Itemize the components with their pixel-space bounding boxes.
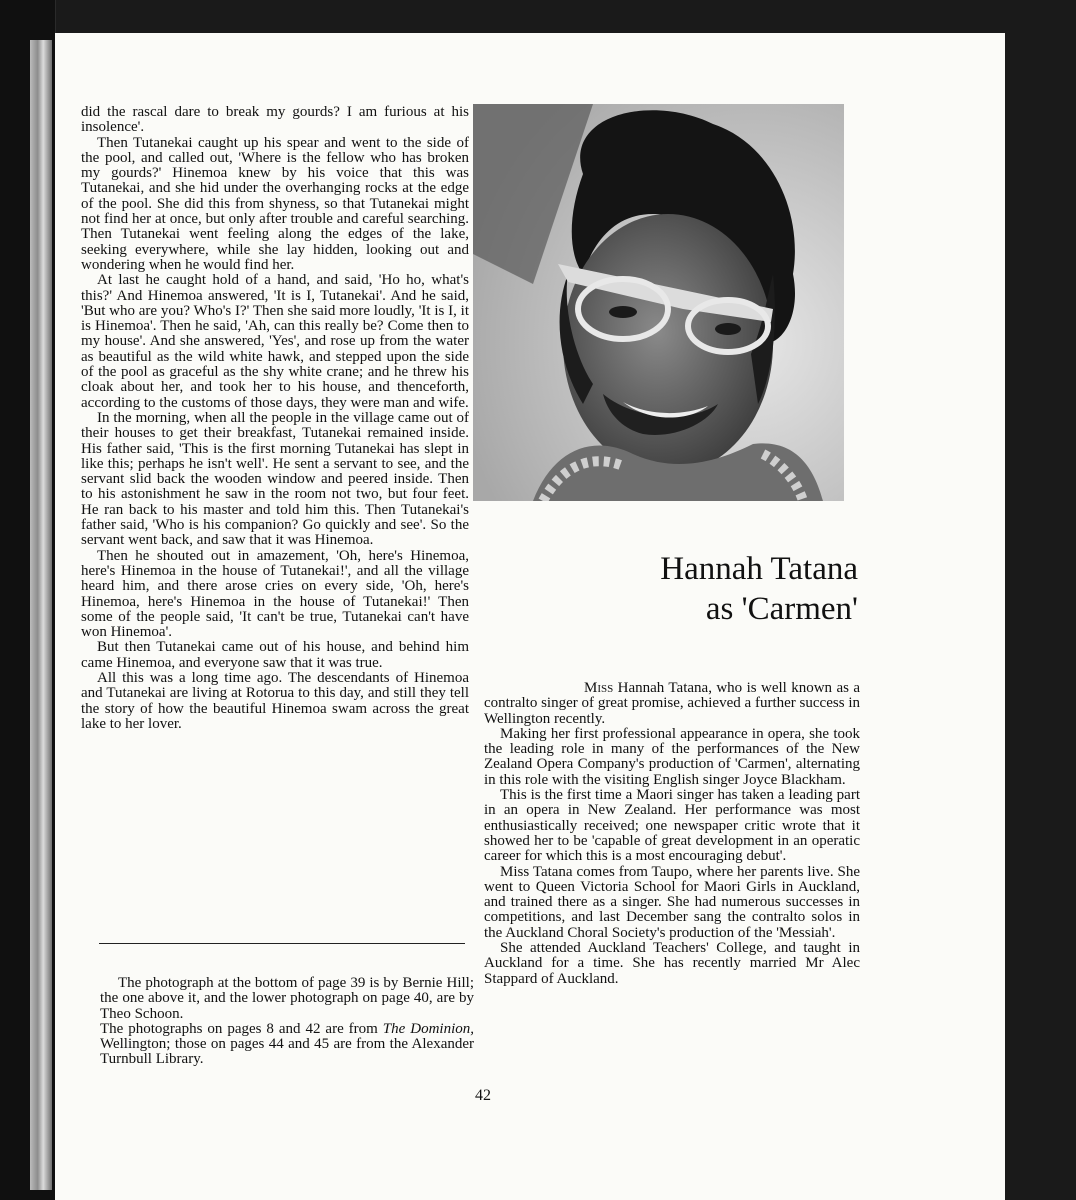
article-paragraph: Miss Tatana comes from Taupo, where her parents live. She went to Queen Victoria School for Maori Girls in Auckland, and trained there as a singer. She had numerous successes in competitions, and last December sang the contralto solos in the Auckland Choral Society's production of the 'Messiah'.: [484, 863, 860, 941]
credits-text: The photographs on pages 8 and 42 are from: [100, 1020, 383, 1037]
lead-text: Hannah Tatana, who is well known as a contralto singer of great promise, achieved a further success in Wellington recently.: [484, 680, 860, 727]
article-headline: [575, 549, 858, 629]
article-paragraph: Making her first professional appearance in opera, she took the leading role in many of the performances of the New Zealand Opera Company's production of 'Carmen', alternating in this role with the visiting English singer Joyce Blackham.: [484, 725, 860, 788]
credits-text: Wellington; those on pages 44 and 45 are from the Alexander Turnbull Library.: [100, 1036, 474, 1068]
article-column: [484, 681, 860, 987]
article-paragraph: She attended Auckland Teachers' College, and taught in Auckland for a time. She has recently married Mr Alec Stappard of Auckland.: [484, 940, 860, 987]
credits-line: [100, 1022, 474, 1068]
magazine-page: [55, 33, 1005, 1200]
page-number: 42: [475, 1087, 491, 1104]
divider-rule: [99, 943, 465, 944]
headline-line: as 'Carmen': [705, 591, 858, 627]
portrait-image: [473, 104, 844, 501]
headline-line: Hannah Tatana: [660, 551, 858, 587]
story-paragraph: In the morning, when all the people in the village came out of their houses to get their breakfast, Tutanekai remained inside. His father said, 'This is the first morning Tutanekai has slept in like this; perhaps he isn't well'. He sent a servant to see, and the servant slid back the wooden window and peered inside. Then to his astonishment he saw in the room not two, but four feet. He ran back to his master and told him this. Then Tutanekai's father said, 'Who is his companion? Go quickly and see'. So the servant went back, and saw that it was Hinemoa.: [81, 409, 469, 549]
story-paragraph: All this was a long time ago. The descendants of Hinemoa and Tutanekai are living at Rotorua to this day, and still they tell the story of how the beautiful Hinemoa swam across the great lake to her lover.: [81, 669, 469, 732]
article-paragraph: This is the first time a Maori singer has taken a leading part in an opera in New Zealand. Her performance was most enthusiastically received; one newspaper critic wrote that it showed her to be 'capable of great development in an operatic career for which this is a most encouraging debut'.: [484, 787, 860, 865]
story-paragraph: At last he caught hold of a hand, and said, 'Ho ho, what's this?' And Hinemoa answered, 'It is I, Tutanekai'. And he said, 'But who are you? Who's I?' Then she said more loudly, 'It is I, it is Hinemoa'. Then he said, 'Ah, can this really be? Come then to my house'. And she answered, 'Yes', and rose up from the water as beautiful as the wild white hawk, and stepped upon the side of the pool as graceful as the shy white crane; and he threw his cloak about her, and took her to his house, and thenceforth, according to the customs of those days, they were man and wife.: [81, 272, 469, 411]
photo-credits: [100, 976, 474, 1068]
portrait-photo: [473, 104, 844, 501]
newspaper-title: The Dominion,: [382, 1020, 474, 1037]
article-paragraph: [484, 681, 860, 727]
story-paragraph: did the rascal dare to break my gourds? I am furious at his insolence'.: [81, 104, 469, 136]
story-paragraph: Then Tutanekai caught up his spear and went to the side of the pool, and called out, 'Where is the fellow who has broken my gourds?' Hinemoa knew by his voice that this was Tutanekai, and she hid under the overhanging rocks at the edge of the pool. She did this from shyness, so that Tutanekai might not find her at once, but only after trouble and careful searching. Then Tutanekai went feeling along the edges of the lake, seeking everywhere, while she lay hidden, looking out and wondering when he would find her.: [81, 134, 469, 273]
book-spine: [0, 0, 56, 1200]
story-paragraph: But then Tutanekai came out of his house, and behind him came Hinemoa, and everyone saw that it was true.: [81, 639, 469, 671]
credits-line: The photograph at the bottom of page 39 is by Bernie Hill; the one above it, and the lower photograph on page 40, are by Theo Schoon.: [100, 975, 474, 1022]
lead-smallcaps: Miss: [584, 680, 614, 696]
page-edges: [30, 40, 52, 1190]
story-paragraph: Then he shouted out in amazement, 'Oh, here's Hinemoa, here's Hinemoa in the house of Tutanekai!', and all the village heard him, and there arose cries on every side, 'Oh, here's Hinemoa, here's Hinemoa in the house of Tutanekai!' Then some of the people said, 'It can't be true, Tutanekai can't have won Hinemoa'.: [81, 547, 469, 641]
story-column: [81, 105, 469, 732]
